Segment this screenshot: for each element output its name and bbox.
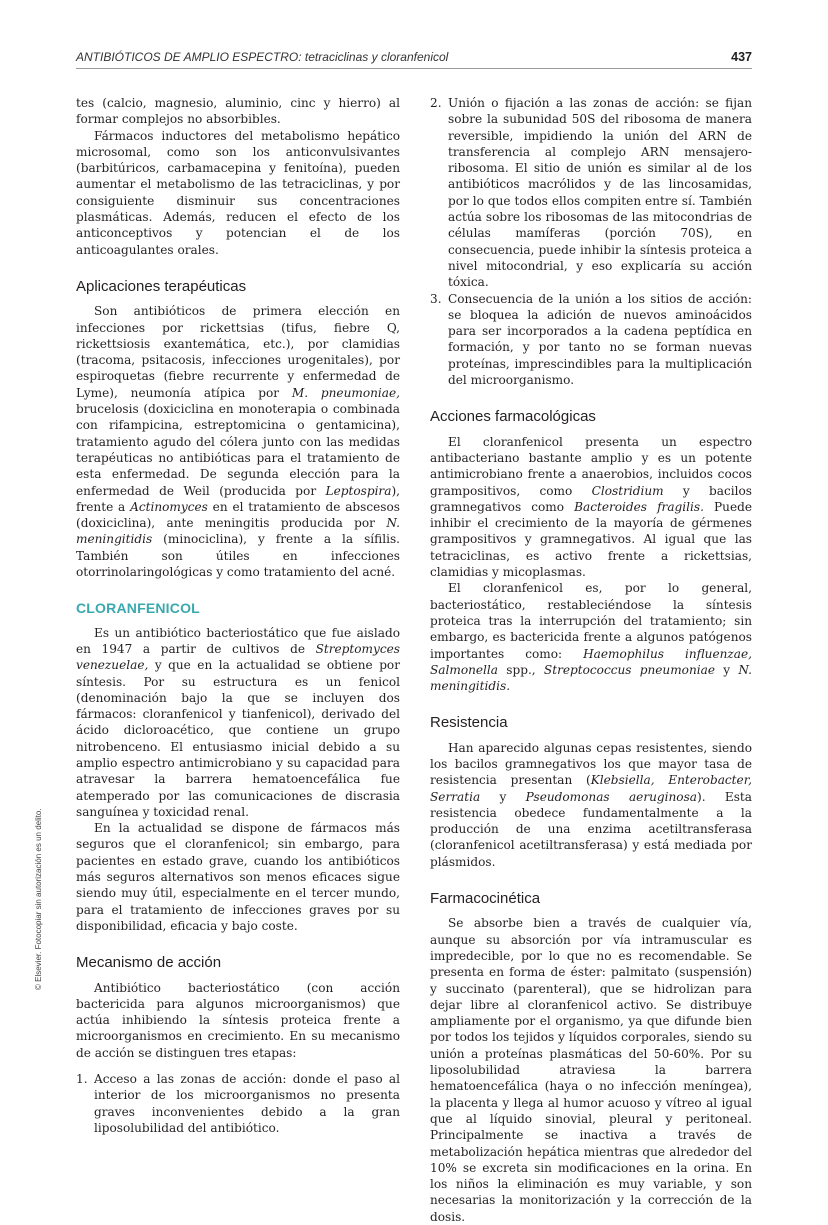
right-column [430,95,752,1225]
copyright-notice: © Elsevier. Fotocopiar sin autorización es un delito. [34,808,43,990]
list-item: 1. Acceso a las zonas de acción: donde el paso al interior de los microorganismos no presenta graves inconvenientes debido a la gran liposolubilidad del antibiótico. [76,1072,400,1135]
heading-farmacocinetica: Farmacocinética [430,890,541,908]
heading-resistencia: Resistencia [430,714,508,732]
paragraph-continued: tes (calcio, magnesio, aluminio, cinc y hierro) al formar complejos no absorbibles. [76,96,400,127]
list-item: 3. Consecuencia de la unión a los sitios de acción: se bloquea la adición de nuevos aminoácidos para ser incorporados a la cadena peptídica en formación, y por tanto no se forman nuevas proteínas, imprescindibles para la multiplicación del microorganismo. [430,291,752,388]
section-heading-cloranfenicol: CLORANFENICOL [76,600,200,617]
paragraph-aplicaciones: Son antibióticos de primera elección en infecciones por rickettsias (tifus, fiebre Q, rickettsiosis exantemática, etc.), por clamidias (tracoma, psitacosis, infecciones urogenitales), por espiroquetas (fiebre recurrente y enfermedad de Lyme), neumonía atípica por M. pneumoniae, brucelosis (doxiciclina en monoterapia o combinada con rifampicina, estreptomicina o gentamicina), tratamiento agudo del cólera junto con las medidas terapéuticas no antibióticas para el tratamiento de esta enfermedad. De segunda elección para la enfermedad de Weil (producida por Leptospira), frente a Actinomyces en el tratamiento de abscesos (doxiciclina), ante meningitis producida por N. meningitidis (minociclina), y frente a la sífilis. También son útiles en infecciones otorrinolaringológicas y como tratamiento del acné. [76,304,400,580]
paragraph-cloranfenicol-2: En la actualidad se dispone de fármacos más seguros que el cloranfenicol; sin embargo, para pacientes en estado grave, cuando los antibióticos más seguros alternativos son menos eficaces sigue siendo muy útil, especialmente en el tercer mundo, para el tratamiento de infecciones graves por su disponibilidad, eficacia y bajo coste. [76,821,400,933]
running-header [76,50,752,69]
paragraph-cloranfenicol-1: Es un antibiótico bacteriostático que fue aislado en 1947 a partir de cultivos de Streptomyces venezuelae, y que en la actualidad se obtiene por síntesis. Por su estructura es un fenicol (denominación bajo la que se incluyen dos fármacos: cloranfenicol y tianfenicol), derivado del ácido dicloroacético, que contiene un grupo nitrobenceno. El entusiasmo inicial debido a su amplio espectro antimicrobiano y su capacidad para atravesar la barrera hematoencefálica fue atemperado por las comunicaciones de discrasia sanguínea y toxicidad renal. [76,625,400,819]
paragraph-mecanismo: Antibiótico bacteriostático (con acción bactericida para algunos microorganismos) que actúa inhibiendo la síntesis proteica frente a microorganismos en crecimiento. En su mecanismo de acción se distinguen tres etapas: [76,980,400,1060]
paragraph-acciones-2: El cloranfenicol es, por lo general, bacteriostático, restableciéndose la síntesis proteica tras la interrupción del tratamiento; sin embargo, es bactericida frente a algunos patógenos importantes como: Haemophilus influenzae, Salmonella spp., Streptococcus pneumoniae y N. meningitidis. [430,581,753,694]
heading-mecanismo: Mecanismo de acción [76,954,222,972]
paragraph-farmacocinetica: Se absorbe bien a través de cualquier vía, aunque su absorción por vía intramuscular es impredecible, por lo que no es recomendable. Se presenta en forma de éster: palmitato (suspensión) y succinato (parenteral), que se hidrolizan para dejar libre al cloranfenicol activo. Se distribuye ampliamente por el organismo, ya que difunde bien por todos los tejidos y líquidos corporales, siendo su unión a proteínas plasmáticas del 50-60%. Por su liposolubilidad atraviesa la barrera hematoencefálica (haya o no infección meníngea), la placenta y llega al humor acuoso y vítreo al igual que al líquido sinovial, pleural y peritoneal. Principalmente se inactiva a través de metabolización hepática mientras que alrededor del 10% se excreta sin modificaciones en la orina. En los niños la eliminación es muy variable, y son necesarias la monitorización y la corrección de la dosis. [430,916,752,1224]
page-number: 437 [731,50,752,64]
running-title: ANTIBIÓTICOS DE AMPLIO ESPECTRO: tetraciclinas y cloranfenicol [76,50,449,64]
paragraph-inductores: Fármacos inductores del metabolismo hepático microsomal, como son los anticonvulsivantes (barbitúricos, carbamacepina y fenitoína), pueden aumentar el metabolismo de las tetraciclinas, y por consiguiente disminuir sus concentraciones plasmáticas. Además, reducen el efecto de los anticonceptivos y potencian el de los anticoagulantes orales. [76,128,400,257]
paragraph-resistencia: Han aparecido algunas cepas resistentes, siendo los bacilos gramnegativos los que mayor tasa de resistencia presentan (Klebsiella, Enterobacter, Serratia y Pseudomonas aeruginosa). Esta resistencia obedece fundamentalmente a la producción de una enzima acetiltransferasa (cloranfenicol acetiltransferasa) y está mediada por plásmidos. [430,740,752,869]
left-column [76,95,400,1136]
paragraph-acciones-1: El cloranfenicol presenta un espectro antibacteriano bastante amplio y es un potente antimicrobiano frente a anaerobios, incluidos cocos grampositivos, como Clostridium y bacilos gramnegativos como Bacteroides fragilis. Puede inhibir el crecimiento de la mayoría de gérmenes grampositivos y gramnegativos. Al igual que las tetraciclinas, es activo frente a rickettsias, clamidias y micoplasmas. [430,434,753,580]
heading-acciones: Acciones farmacológicas [430,408,596,426]
mechanism-list-continued [430,95,752,388]
list-item: 2. Unión o fijación a las zonas de acción: se fijan sobre la subunidad 50S del ribosoma de manera reversible, impidiendo la unión del ARN de transferencia al complejo ARN mensajero-ribosoma. El sitio de unión es similar al de los antibióticos macrólidos y de las lincosamidas, por lo que todos ellos compiten entre sí. También actúa sobre los ribosomas de las mitocondrias de células mamíferas (porción 70S), en consecuencia, puede inhibir la síntesis proteica a nivel mitocondrial, y eso explicaría su acción tóxica. [430,96,752,290]
heading-aplicaciones: Aplicaciones terapéuticas [76,277,247,295]
mechanism-list [76,1071,400,1136]
